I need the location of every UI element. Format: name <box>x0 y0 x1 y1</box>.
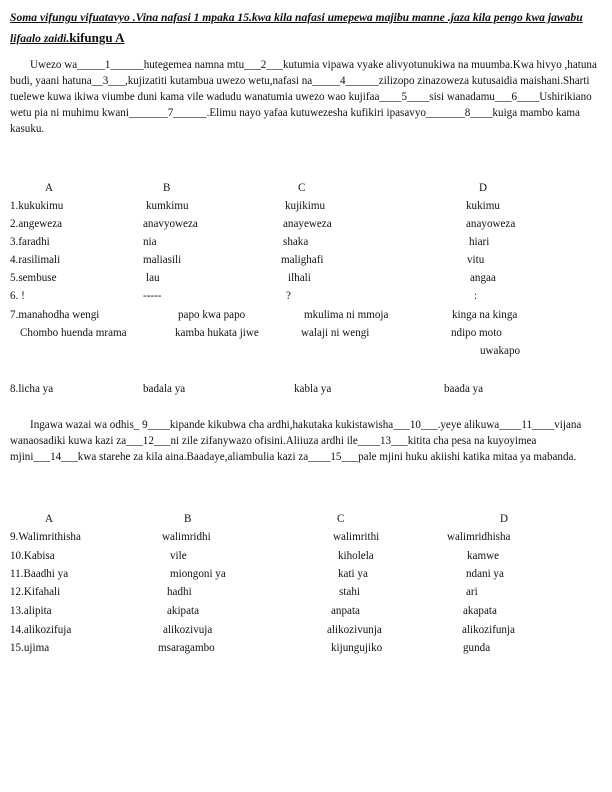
option-a: 1.kukukimu <box>10 200 64 212</box>
col-b-header: B <box>163 182 171 194</box>
table2-header <box>0 513 612 529</box>
passage-1: Uwezo wa_____1______hutegemea namna mtu___2___kutumia vipawa vyake alivyotunukiwa na muumba.Kwa hivyo ,hatuna budi, yaani hatuna__3___,kujizatiti kutambua uwezo wetu,nafasi na_____4______zilizopo zinazoweza kutusaidia maishani.Sharti tuelewe kuwa ikiwa viumbe duni kama vile wadudu wanatumia uwezo wao kujifaa____5____sisi wanadamu___6____Ushirikiano wetu pia ni muhimu kwani_______7______.Elimu nayo yafaa kutuwezesha kufikiri ipasavyo_______8____kuiga mambo kama kasuku. <box>10 59 597 135</box>
col-d-header: D <box>500 513 509 525</box>
table-row <box>0 605 612 621</box>
option-b: lau <box>146 272 160 284</box>
col-c-header: C <box>298 182 306 194</box>
table-row <box>0 568 612 584</box>
option-a: 7.manahodha wengi <box>10 309 100 321</box>
table-row <box>0 218 612 234</box>
option-c: kiholela <box>338 550 374 562</box>
option-c: mkulima ni mmoja <box>304 309 389 321</box>
table-row <box>0 290 612 306</box>
option-c: ilhali <box>288 272 311 284</box>
option-c: anpata <box>331 605 360 617</box>
col-a-header: A <box>45 182 54 194</box>
option-a: 4.rasilimali <box>10 254 61 266</box>
option-d: ndani ya <box>466 568 504 580</box>
option-a: 14.alikozifuja <box>10 624 72 636</box>
option-c: anayeweza <box>283 218 332 230</box>
col-c-header: C <box>337 513 345 525</box>
option-c: ? <box>286 290 291 302</box>
table-row-continued <box>0 345 612 361</box>
option-d: : <box>474 290 478 302</box>
option-b: kumkimu <box>146 200 189 212</box>
option-d: anayoweza <box>466 218 516 230</box>
option-b: badala ya <box>143 383 186 395</box>
table-row <box>0 624 612 640</box>
table-row <box>0 550 612 566</box>
table-row <box>0 200 612 216</box>
option-a: Chombo huenda mrama <box>20 327 127 339</box>
option-b: kamba hukata jiwe <box>175 327 259 339</box>
instructions <box>10 8 605 49</box>
col-b-header: B <box>184 513 192 525</box>
option-d: hiari <box>469 236 490 248</box>
table-row <box>0 236 612 252</box>
option-c: stahi <box>339 586 360 598</box>
option-d: walimridhisha <box>447 531 511 543</box>
option-c: shaka <box>283 236 309 248</box>
table-row <box>0 309 612 325</box>
option-b: nia <box>143 236 157 248</box>
option-b: akipata <box>167 605 200 617</box>
option-a: 10.Kabisa <box>10 550 55 562</box>
option-c: walaji ni wengi <box>301 327 370 339</box>
option-b: papo kwa papo <box>178 309 246 321</box>
table-row-continued <box>0 327 612 343</box>
option-b: msaragambo <box>158 642 215 654</box>
option-c: alikozivunja <box>327 624 382 636</box>
instructions-text: Soma vifungu vifuatavyo .Vina nafasi 1 mpaka 15.kwa kila nafasi umepewa majibu manne .jaza kila pengo kwa jawabu lifaalo zaidi. <box>10 11 583 45</box>
table-row <box>0 642 612 658</box>
option-a: 15.ujima <box>10 642 50 654</box>
table-row <box>0 586 612 602</box>
option-d: baada ya <box>444 383 484 395</box>
option-b: vile <box>170 550 187 562</box>
option-d: vitu <box>467 254 485 266</box>
option-a: 12.Kifahali <box>10 586 61 598</box>
option-d: kamwe <box>467 550 500 562</box>
option-a: 9.Walimrithisha <box>10 531 81 543</box>
table-row <box>0 531 612 547</box>
option-c: kati ya <box>338 568 368 580</box>
option-d: kinga na kinga <box>452 309 518 321</box>
option-a: 6. ! <box>10 290 25 302</box>
passage-2: Ingawa wazai wa odhis_ 9____kipande kikubwa cha ardhi,hakutaka kukistawisha___10___.yeye alikuwa____11____vijana wanaosadiki kuwa kazi za___12___ni zile zifanywazo ofisini.Aliiuza ardhi ile____13___kitita cha pesa na kuyoyimea mjini___14___kwa starehe za kila aina.Baadaye,aliambulia kazi za____15___pale mjini huku akiishi katika mitaa ya mabanda. <box>10 419 582 463</box>
table-row <box>0 254 612 270</box>
option-d: angaa <box>470 272 496 284</box>
option-c: kabla ya <box>294 383 332 395</box>
table1-header <box>0 182 612 198</box>
col-d-header: D <box>479 182 488 194</box>
option-b: miongoni ya <box>170 568 226 580</box>
option-c: malighafi <box>281 254 324 266</box>
col-a-header: A <box>45 513 54 525</box>
option-a: 3.faradhi <box>10 236 50 248</box>
option-b: anavyoweza <box>143 218 198 230</box>
option-a: 8.licha ya <box>10 383 54 395</box>
option-a: 5.sembuse <box>10 272 57 284</box>
table-row <box>0 272 612 288</box>
option-b: hadhi <box>167 586 192 598</box>
table-row <box>0 383 612 399</box>
option-d: uwakapo <box>480 345 521 357</box>
option-d: ari <box>466 586 478 598</box>
option-b: ----- <box>143 290 162 302</box>
option-d: akapata <box>463 605 497 617</box>
option-c: kijungujiko <box>331 642 383 654</box>
option-d: ndipo moto <box>451 327 502 339</box>
section-label: kifungu A <box>69 30 125 45</box>
option-c: walimrithi <box>333 531 380 543</box>
option-c: kujikimu <box>285 200 326 212</box>
option-b: maliasili <box>143 254 182 266</box>
option-b: alikozivuja <box>163 624 213 636</box>
option-a: 13.alipita <box>10 605 52 617</box>
option-d: gunda <box>463 642 491 654</box>
option-a: 11.Baadhi ya <box>10 568 69 580</box>
option-d: kukimu <box>466 200 500 212</box>
option-a: 2.angeweza <box>10 218 63 230</box>
option-d: alikozifunja <box>462 624 515 636</box>
option-b: walimridhi <box>162 531 211 543</box>
